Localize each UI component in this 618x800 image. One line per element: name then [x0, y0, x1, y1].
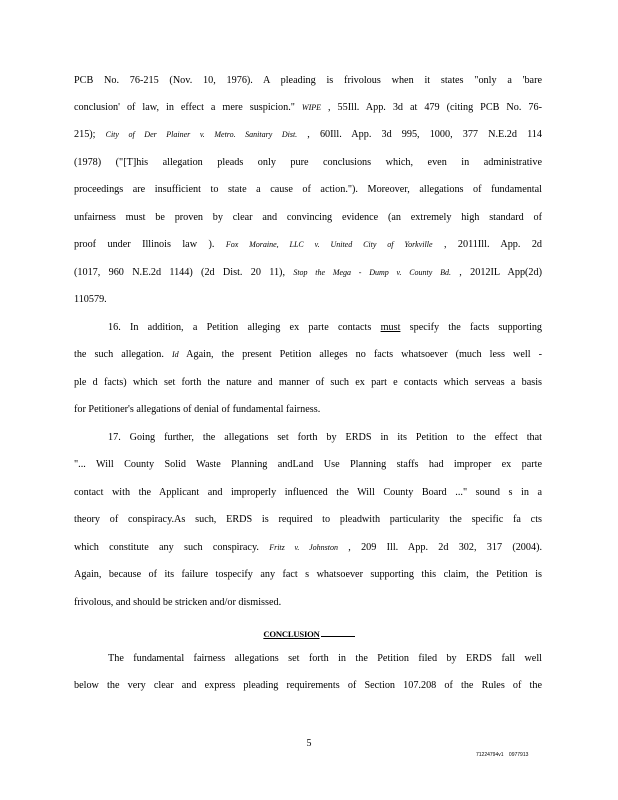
body-line-19: Again, because of its failure tospecify any fact s whatsoever supporting this claim, the Petition is: [74, 569, 542, 580]
underlined-word: must: [380, 322, 401, 333]
case-citation: Id: [171, 350, 179, 359]
body-line-4: (1978) ("[T]his allegation pleads only pure conclusions which, even in administrative: [74, 157, 542, 168]
conclusion-line-2: below the very clear and express pleading requirements of Section 107.208 of the Rules of the: [74, 680, 542, 691]
paragraph-16-line-1: 16. In addition, a Petition alleging ex parte contacts must specify the facts supporting: [108, 322, 542, 333]
body-line-20: frivolous, and should be stricken and/or dismissed.: [74, 597, 282, 608]
page-number: 5: [306, 738, 312, 749]
body-line-2: conclusion' of law, in effect a mere suspicion." WIPE , 55Ill. App. 3d at 479 (citing PCB No. 76-: [74, 102, 542, 113]
heading-rule: [321, 636, 355, 637]
body-line-15: "... Will County Solid Waste Planning andLand Use Planning staffs had improper ex parte: [74, 459, 542, 470]
body-line-7: proof under Illinois law ). Fox Moraine, LLC v. United City of Yorkville , 2011Ill. App. 2d: [74, 239, 542, 250]
body-line-5: proceedings are insufficient to state a cause of action."). Moreover, allegations of fundamental: [74, 184, 542, 195]
body-line-9: 110579.: [74, 294, 107, 305]
body-line-1: PCB No. 76-215 (Nov. 10, 1976). A pleading is frivolous when it states "only a 'bare: [74, 75, 542, 86]
case-citation: Fritz v. Johnston: [269, 543, 339, 552]
conclusion-heading: CONCLUSION: [263, 629, 320, 639]
body-line-18: which constitute any such conspiracy. Fritz v. Johnston , 209 Ill. App. 2d 302, 317 (2004).: [74, 542, 542, 553]
case-citation: City of Der Plainer v. Metro. Sanitary Dist.: [105, 130, 298, 139]
case-citation: Fox Moraine, LLC v. United City of Yorkville: [225, 240, 433, 249]
body-line-13: for Petitioner's allegations of denial of fundamental fairness.: [74, 404, 321, 415]
body-line-3: 215); City of Der Plainer v. Metro. Sanitary Dist. , 60Ill. App. 3d 995, 1000, 377 N.E.2d 114: [74, 129, 542, 140]
body-line-17: theory of conspiracy.As such, ERDS is required to pleadwith particularity the specific fa cts: [74, 514, 542, 525]
conclusion-line-1: The fundamental fairness allegations set forth in the Petition filed by ERDS fall well: [108, 653, 542, 664]
case-citation: WIPE: [301, 103, 322, 112]
document-id: 71224794v1 0977913: [476, 752, 529, 758]
body-line-12: ple d facts) which set forth the nature and manner of such ex part e contacts which serveas a basis: [74, 377, 542, 388]
body-line-16: contact with the Applicant and improperly influenced the Will County Board ..." sound s in a: [74, 487, 542, 498]
body-line-11: the such allegation. Id Again, the present Petition alleges no facts whatsoever (much less well -: [74, 349, 542, 360]
body-line-6: unfairness must be proven by clear and convincing evidence (an extremely high standard of: [74, 212, 542, 223]
section-heading: [0, 629, 618, 639]
case-citation: Stop the Mega - Dump v. County Bd.: [293, 268, 451, 277]
paragraph-17-line-1: 17. Going further, the allegations set forth by ERDS in its Petition to the effect that: [108, 432, 542, 443]
body-line-8: (1017, 960 N.E.2d 1144) (2d Dist. 20 11), Stop the Mega - Dump v. County Bd. , 2012IL App(2d): [74, 267, 542, 278]
